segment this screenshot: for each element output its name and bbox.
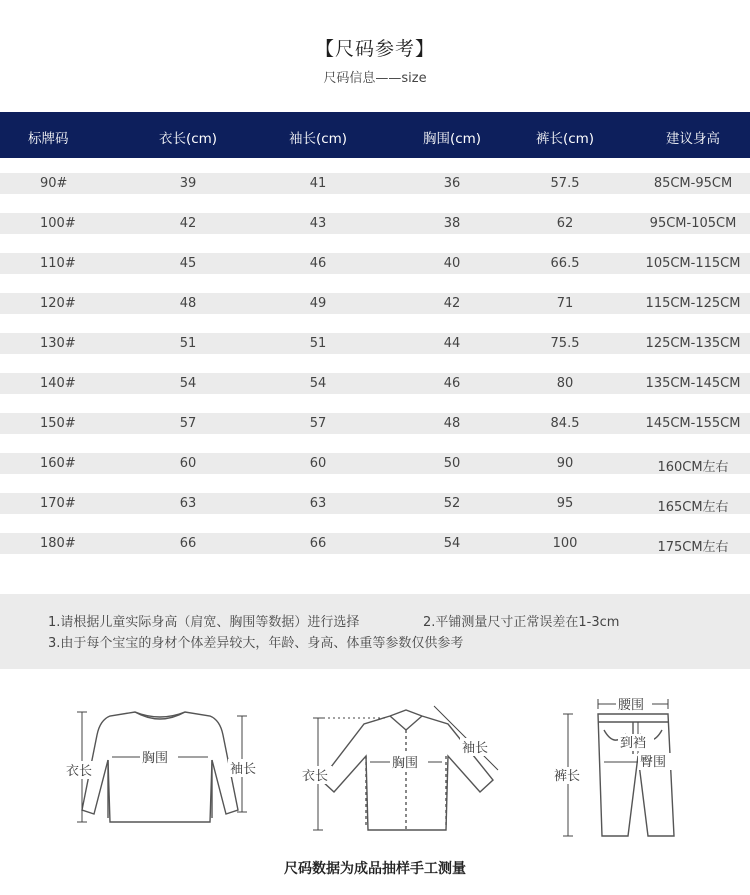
measurement-caption: 尺码数据为成品抽样手工测量 (284, 861, 466, 877)
pants-hip-label: 臀围 (640, 755, 667, 770)
table-row (0, 173, 750, 194)
pants-icon (598, 714, 674, 836)
sweater-chest-label: 胸围 (142, 751, 169, 766)
cell-tag: 100# (40, 216, 76, 231)
cell-height: 145CM-155CM (645, 416, 741, 431)
cell-length: 54 (179, 376, 197, 391)
cell-chest: 46 (443, 376, 461, 391)
cell-chest: 52 (443, 496, 461, 511)
cell-length: 57 (179, 416, 197, 431)
header-chest: 胸围(cm) (422, 131, 482, 147)
cell-tag: 130# (40, 336, 76, 351)
table-row (0, 373, 750, 394)
cell-tag: 120# (40, 296, 76, 311)
table-row (0, 493, 750, 514)
cell-height: 135CM-145CM (645, 376, 741, 391)
cell-length: 51 (179, 336, 197, 351)
sweater-sleeve-label: 袖长 (230, 762, 257, 777)
cell-pants: 84.5 (550, 416, 580, 431)
note-2: 2.平铺测量尺寸正常误差在1-3cm (423, 615, 620, 630)
header-pants-length: 裤长(cm) (535, 131, 595, 147)
note-3: 3.由于每个宝宝的身材个体差异较大，年龄、身高、体重等参数仅供参考 (48, 636, 464, 651)
cell-pants: 80 (556, 376, 574, 391)
cell-height: 125CM-135CM (645, 336, 741, 351)
cell-length: 63 (179, 496, 197, 511)
pants-crotch-label: 到裆 (620, 736, 647, 751)
cell-length: 66 (179, 536, 197, 551)
header-height: 建议身高 (666, 131, 720, 147)
note-1: 1.请根据儿童实际身高（肩宽、胸围等数据）进行选择 (48, 615, 360, 630)
cell-pants: 95 (556, 496, 574, 511)
cell-tag: 90# (40, 176, 68, 191)
cell-length: 42 (179, 216, 197, 231)
cell-sleeve: 57 (309, 416, 327, 431)
cell-chest: 40 (443, 256, 461, 271)
cell-sleeve: 63 (309, 496, 327, 511)
cell-sleeve: 49 (309, 296, 327, 311)
cell-sleeve: 60 (309, 456, 327, 471)
cell-height: 160CM左右 (657, 460, 729, 475)
cell-chest: 44 (443, 336, 461, 351)
cell-tag: 140# (40, 376, 76, 391)
table-row (0, 333, 750, 354)
sweater-icon (82, 712, 238, 822)
cell-sleeve: 66 (309, 536, 327, 551)
measurement-figures (0, 690, 750, 850)
table-row (0, 453, 750, 474)
cell-pants: 71 (556, 296, 574, 311)
table-row (0, 213, 750, 234)
table-row (0, 253, 750, 274)
cell-length: 60 (179, 456, 197, 471)
cell-chest: 48 (443, 416, 461, 431)
cell-height: 175CM左右 (657, 540, 729, 555)
cell-tag: 170# (40, 496, 76, 511)
header-tag-size: 标牌码 (28, 131, 69, 147)
table-row (0, 413, 750, 434)
cell-sleeve: 51 (309, 336, 327, 351)
pants-length-label: 裤长 (554, 769, 581, 784)
sweater-diagram (60, 690, 280, 850)
cell-sleeve: 54 (309, 376, 327, 391)
cell-length: 39 (179, 176, 197, 191)
cell-height: 115CM-125CM (645, 296, 741, 311)
table-header (0, 112, 750, 158)
cell-sleeve: 46 (309, 256, 327, 271)
cell-length: 48 (179, 296, 197, 311)
cell-sleeve: 43 (309, 216, 327, 231)
cell-sleeve: 41 (309, 176, 327, 191)
shirt-length-label: 衣长 (302, 769, 329, 784)
cell-tag: 150# (40, 416, 76, 431)
cell-pants: 75.5 (550, 336, 580, 351)
shirt-diagram (298, 690, 518, 850)
header-length: 衣长(cm) (158, 131, 218, 147)
cell-pants: 90 (556, 456, 574, 471)
cell-pants: 100 (552, 536, 578, 551)
page-title: 【尺码参考】 (314, 38, 435, 60)
cell-height: 105CM-115CM (645, 256, 741, 271)
cell-height: 85CM-95CM (653, 176, 733, 191)
cell-pants: 66.5 (550, 256, 580, 271)
shirt-sleeve-label: 袖长 (462, 741, 489, 756)
pants-waist-label: 腰围 (618, 698, 645, 713)
cell-height: 165CM左右 (657, 500, 729, 515)
cell-tag: 160# (40, 456, 76, 471)
cell-chest: 38 (443, 216, 461, 231)
sweater-length-label: 衣长 (66, 764, 93, 779)
cell-chest: 42 (443, 296, 461, 311)
pants-diagram (548, 690, 728, 850)
cell-tag: 110# (40, 256, 76, 271)
notes-panel (0, 594, 750, 669)
cell-pants: 57.5 (550, 176, 580, 191)
table-row (0, 533, 750, 554)
table-row (0, 293, 750, 314)
cell-length: 45 (179, 256, 197, 271)
header-sleeve: 袖长(cm) (288, 131, 348, 147)
shirt-chest-label: 胸围 (392, 756, 419, 771)
cell-height: 95CM-105CM (649, 216, 737, 231)
cell-chest: 50 (443, 456, 461, 471)
cell-chest: 36 (443, 176, 461, 191)
page-subtitle: 尺码信息——size (323, 71, 427, 86)
cell-tag: 180# (40, 536, 76, 551)
cell-chest: 54 (443, 536, 461, 551)
cell-pants: 62 (556, 216, 574, 231)
